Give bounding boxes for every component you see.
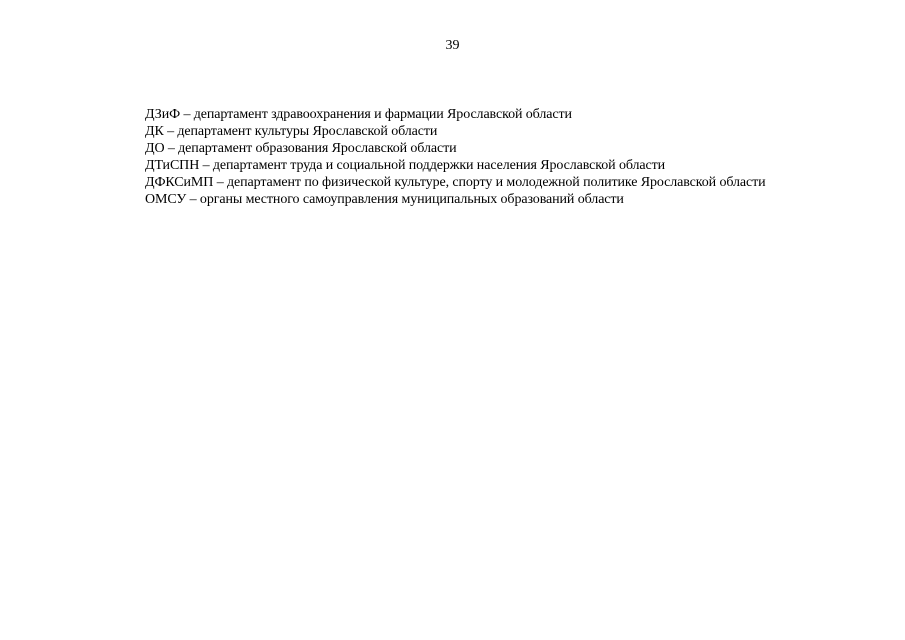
- abbreviation-do: ДО – департамент образования Ярославской области: [145, 141, 457, 156]
- abbreviation-dzif: ДЗиФ – департамент здравоохранения и фармации Ярославской области: [145, 107, 572, 122]
- abbreviation-omsu: ОМСУ – органы местного самоуправления муниципальных образований области: [145, 192, 624, 207]
- abbreviation-list: [145, 106, 885, 208]
- abbreviation-dk: ДК – департамент культуры Ярославской области: [145, 124, 438, 139]
- page-number: 39: [445, 38, 460, 53]
- abbreviation-dtispn: ДТиСПН – департамент труда и социальной поддержки населения Ярославской области: [145, 158, 666, 173]
- abbreviation-dfksimp: ДФКСиМП – департамент по физической культуре, спорту и молодежной политике Ярославской области: [145, 175, 766, 190]
